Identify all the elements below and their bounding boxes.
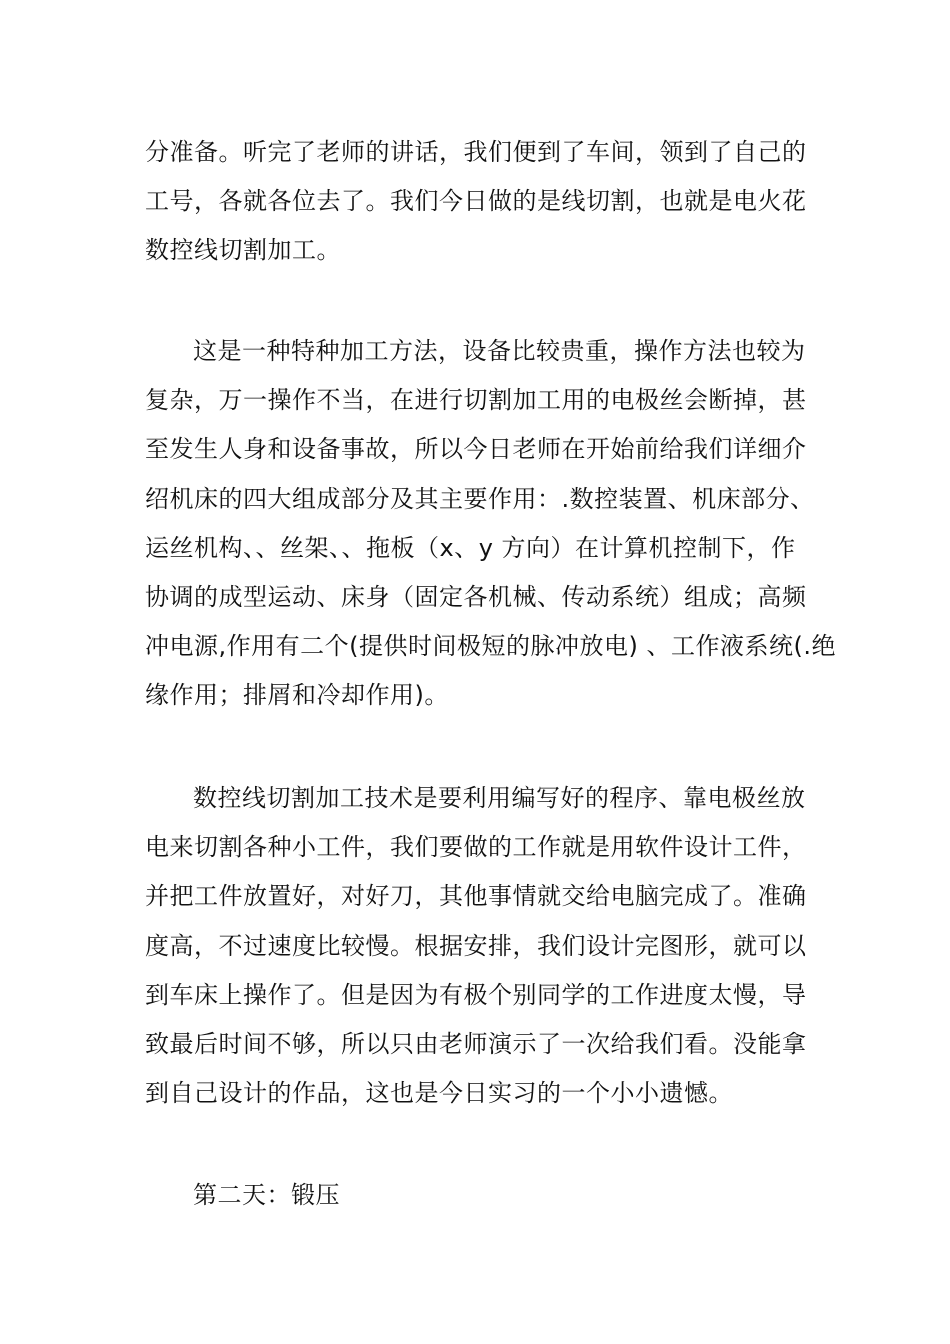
section-heading-day2 (145, 1171, 815, 1220)
text-line: 这是一种特种加工方法，设备比较贵重，操作方法也较为 (193, 337, 806, 365)
text-line: 缘作用；排屑和冷却作用)。 (145, 681, 449, 710)
text-line: 度高，不过速度比较慢。根据安排，我们设计完图形，就可以 (145, 931, 807, 960)
paragraph-3 (145, 774, 815, 1118)
paragraph-2 (145, 327, 836, 721)
text-line: 运丝机构、、丝架、、拖板（x、y 方向）在计算机控制下，作 (145, 533, 796, 562)
text-line: 冲电源,作用有二个(提供时间极短的脉冲放电) 、工作液系统(.绝 (145, 632, 836, 661)
text-line: 协调的成型运动、床身（固定各机械、传动系统）组成；高频 (145, 583, 807, 612)
text-line: 分准备。听完了老师的讲话，我们便到了车间，领到了自己的 (145, 138, 807, 166)
text-line: 数控线切割加工。 (145, 236, 341, 265)
text-line: 至发生人身和设备事故，所以今日老师在开始前给我们详细介 (145, 435, 807, 464)
text-line: 电来切割各种小工件，我们要做的工作就是用软件设计工件， (145, 833, 807, 862)
text-line: 到自己设计的作品，这也是今日实习的一个小小遗憾。 (145, 1079, 733, 1108)
text-line: 数控线切割加工技术是要利用编写好的程序、靠电极丝放 (193, 784, 806, 812)
text-line: 工号，各就各位去了。我们今日做的是线切割，也就是电火花 (145, 187, 807, 216)
text-line: 并把工件放置好，对好刀，其他事情就交给电脑完成了。准确 (145, 882, 807, 911)
text-line: 到车床上操作了。但是因为有极个别同学的工作进度太慢，导 (145, 980, 807, 1009)
heading-text: 第二天：锻压 (193, 1181, 340, 1209)
text-line: 绍机床的四大组成部分及其主要作用：.数控装置、机床部分、 (145, 484, 815, 513)
paragraph-1 (145, 128, 815, 276)
text-line: 致最后时间不够，所以只由老师演示了一次给我们看。没能拿 (145, 1030, 807, 1059)
text-line: 复杂，万一操作不当，在进行切割加工用的电极丝会断掉，甚 (145, 386, 807, 415)
